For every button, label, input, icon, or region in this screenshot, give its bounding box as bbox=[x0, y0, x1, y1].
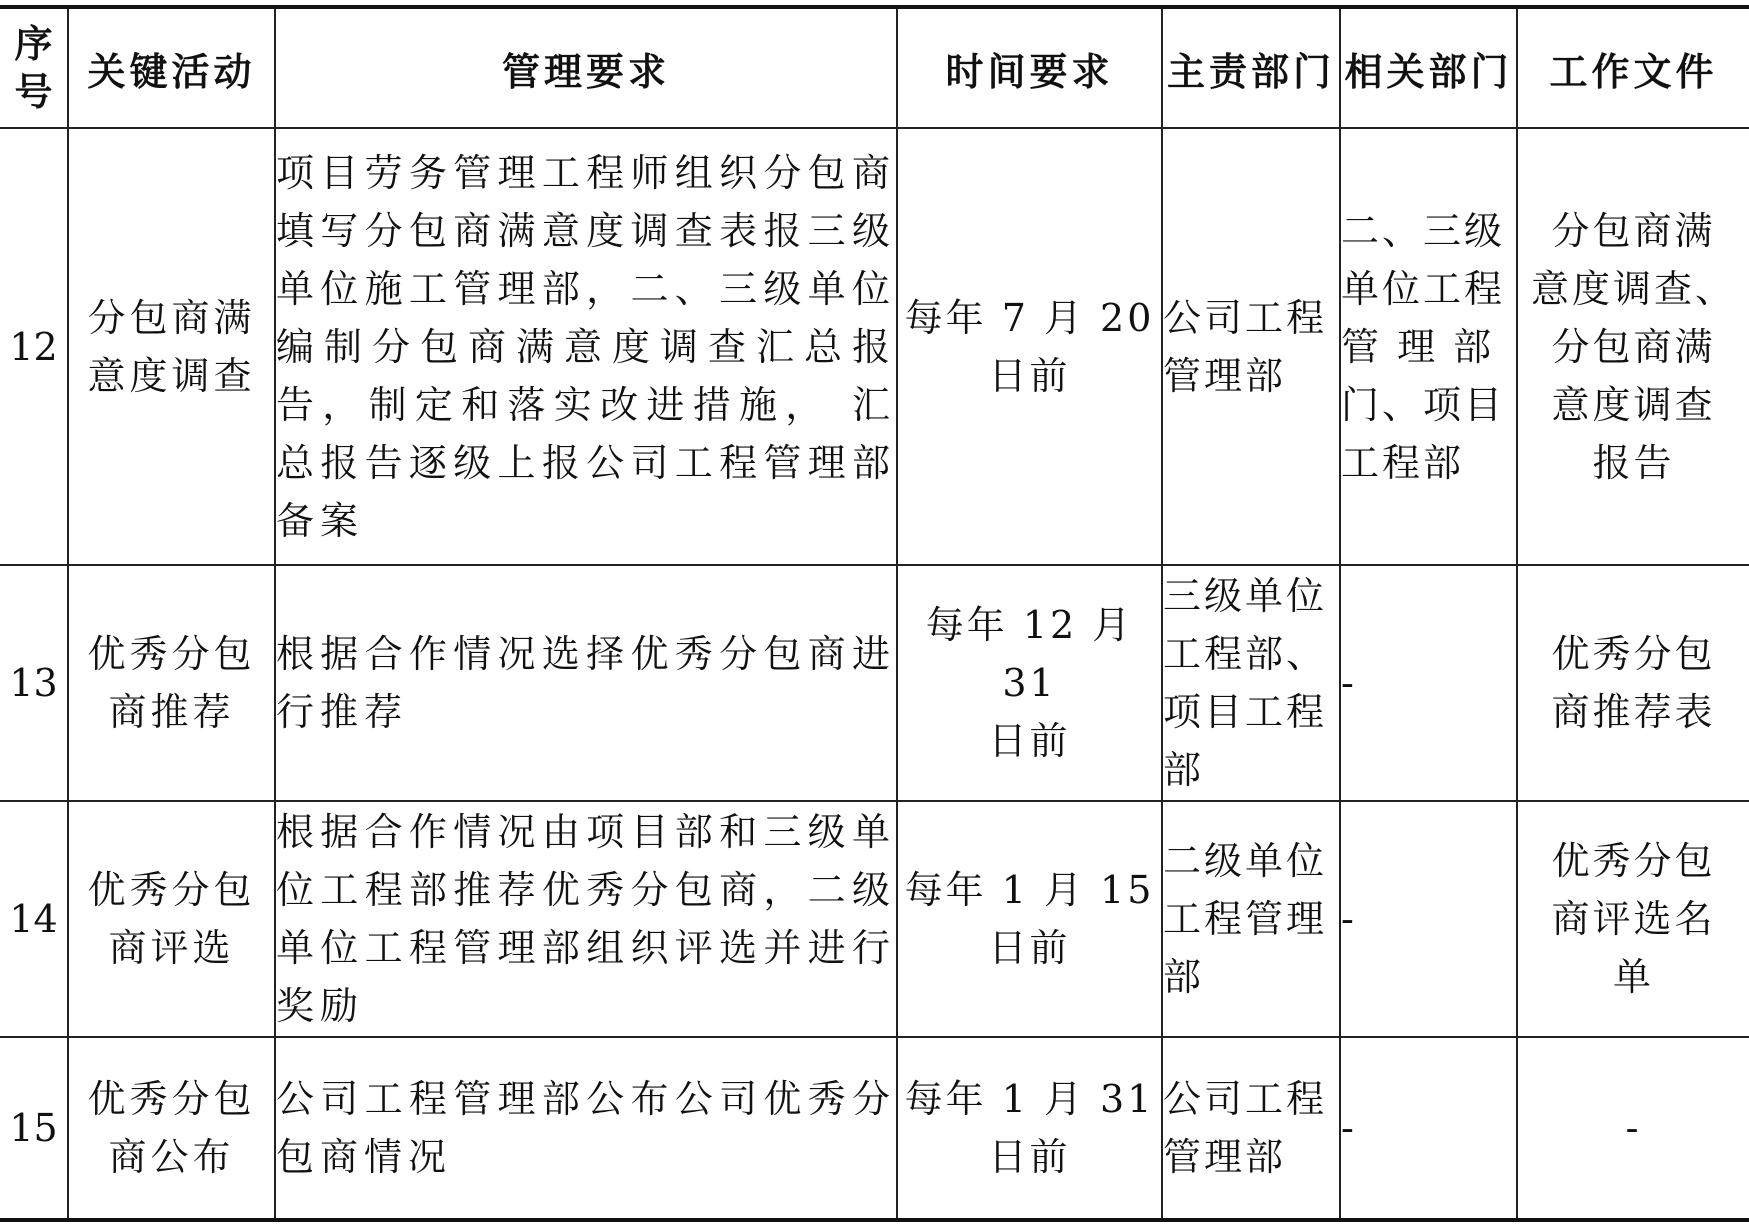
row-num: 14 bbox=[0, 801, 68, 1037]
table-row bbox=[0, 128, 1749, 565]
row-activity: 分包商满 意度调查 bbox=[68, 128, 275, 565]
row-time: 每年 1 月 31 日前 bbox=[897, 1037, 1162, 1220]
row-related-dept: - bbox=[1340, 1037, 1517, 1220]
row-activity: 优秀分包 商评选 bbox=[68, 801, 275, 1037]
row-time: 每年 12 月 31 日前 bbox=[897, 565, 1162, 801]
row-num: 12 bbox=[0, 128, 68, 565]
row-requirement: 根据合作情况选择优秀分包商进行推荐 bbox=[275, 565, 897, 801]
table-row bbox=[0, 1037, 1749, 1220]
table-row bbox=[0, 801, 1749, 1037]
table-row bbox=[0, 565, 1749, 801]
row-time: 每年 7 月 20 日前 bbox=[897, 128, 1162, 565]
row-related-dept: - bbox=[1340, 801, 1517, 1037]
row-requirement: 根据合作情况由项目部和三级单位工程部推荐优秀分包商，二级单位工程管理部组织评选并进行奖励 bbox=[275, 801, 897, 1037]
row-activity: 优秀分包 商公布 bbox=[68, 1037, 275, 1220]
header-main-dept: 主责部门 bbox=[1162, 7, 1340, 128]
row-documents: 优秀分包 商推荐表 bbox=[1517, 565, 1749, 801]
row-activity: 优秀分包 商推荐 bbox=[68, 565, 275, 801]
header-activity: 关键活动 bbox=[68, 7, 275, 128]
header-related-dept: 相关部门 bbox=[1340, 7, 1517, 128]
header-time: 时间要求 bbox=[897, 7, 1162, 128]
row-time: 每年 1 月 15 日前 bbox=[897, 801, 1162, 1037]
row-documents: - bbox=[1517, 1037, 1749, 1220]
row-requirement: 公司工程管理部公布公司优秀分包商情况 bbox=[275, 1037, 897, 1220]
row-related-dept: - bbox=[1340, 565, 1517, 801]
management-table bbox=[0, 5, 1749, 1222]
row-main-dept: 公司工程 管理部 bbox=[1162, 1037, 1340, 1220]
header-requirement: 管理要求 bbox=[275, 7, 897, 128]
row-main-dept: 三级单位 工程部、 项目工程 部 bbox=[1162, 565, 1340, 801]
row-main-dept: 公司工程 管理部 bbox=[1162, 128, 1340, 565]
row-requirement: 项目劳务管理工程师组织分包商填写分包商满意度调查表报三级单位施工管理部，二、三级单位编制分包商满意度调查汇总报告，制定和落实改进措施， 汇总报告逐级上报公司工程管理部备案 bbox=[275, 128, 897, 565]
header-num: 序 号 bbox=[0, 7, 68, 128]
table-header-row bbox=[0, 7, 1749, 128]
row-documents: 分包商满 意度调查、 分包商满 意度调查 报告 bbox=[1517, 128, 1749, 565]
row-documents: 优秀分包 商评选名 单 bbox=[1517, 801, 1749, 1037]
row-main-dept: 二级单位 工程管理 部 bbox=[1162, 801, 1340, 1037]
header-documents: 工作文件 bbox=[1517, 7, 1749, 128]
row-num: 13 bbox=[0, 565, 68, 801]
row-related-dept: 二、三级 单位工程 管 理 部 门、项目 工程部 bbox=[1340, 128, 1517, 565]
row-num: 15 bbox=[0, 1037, 68, 1220]
